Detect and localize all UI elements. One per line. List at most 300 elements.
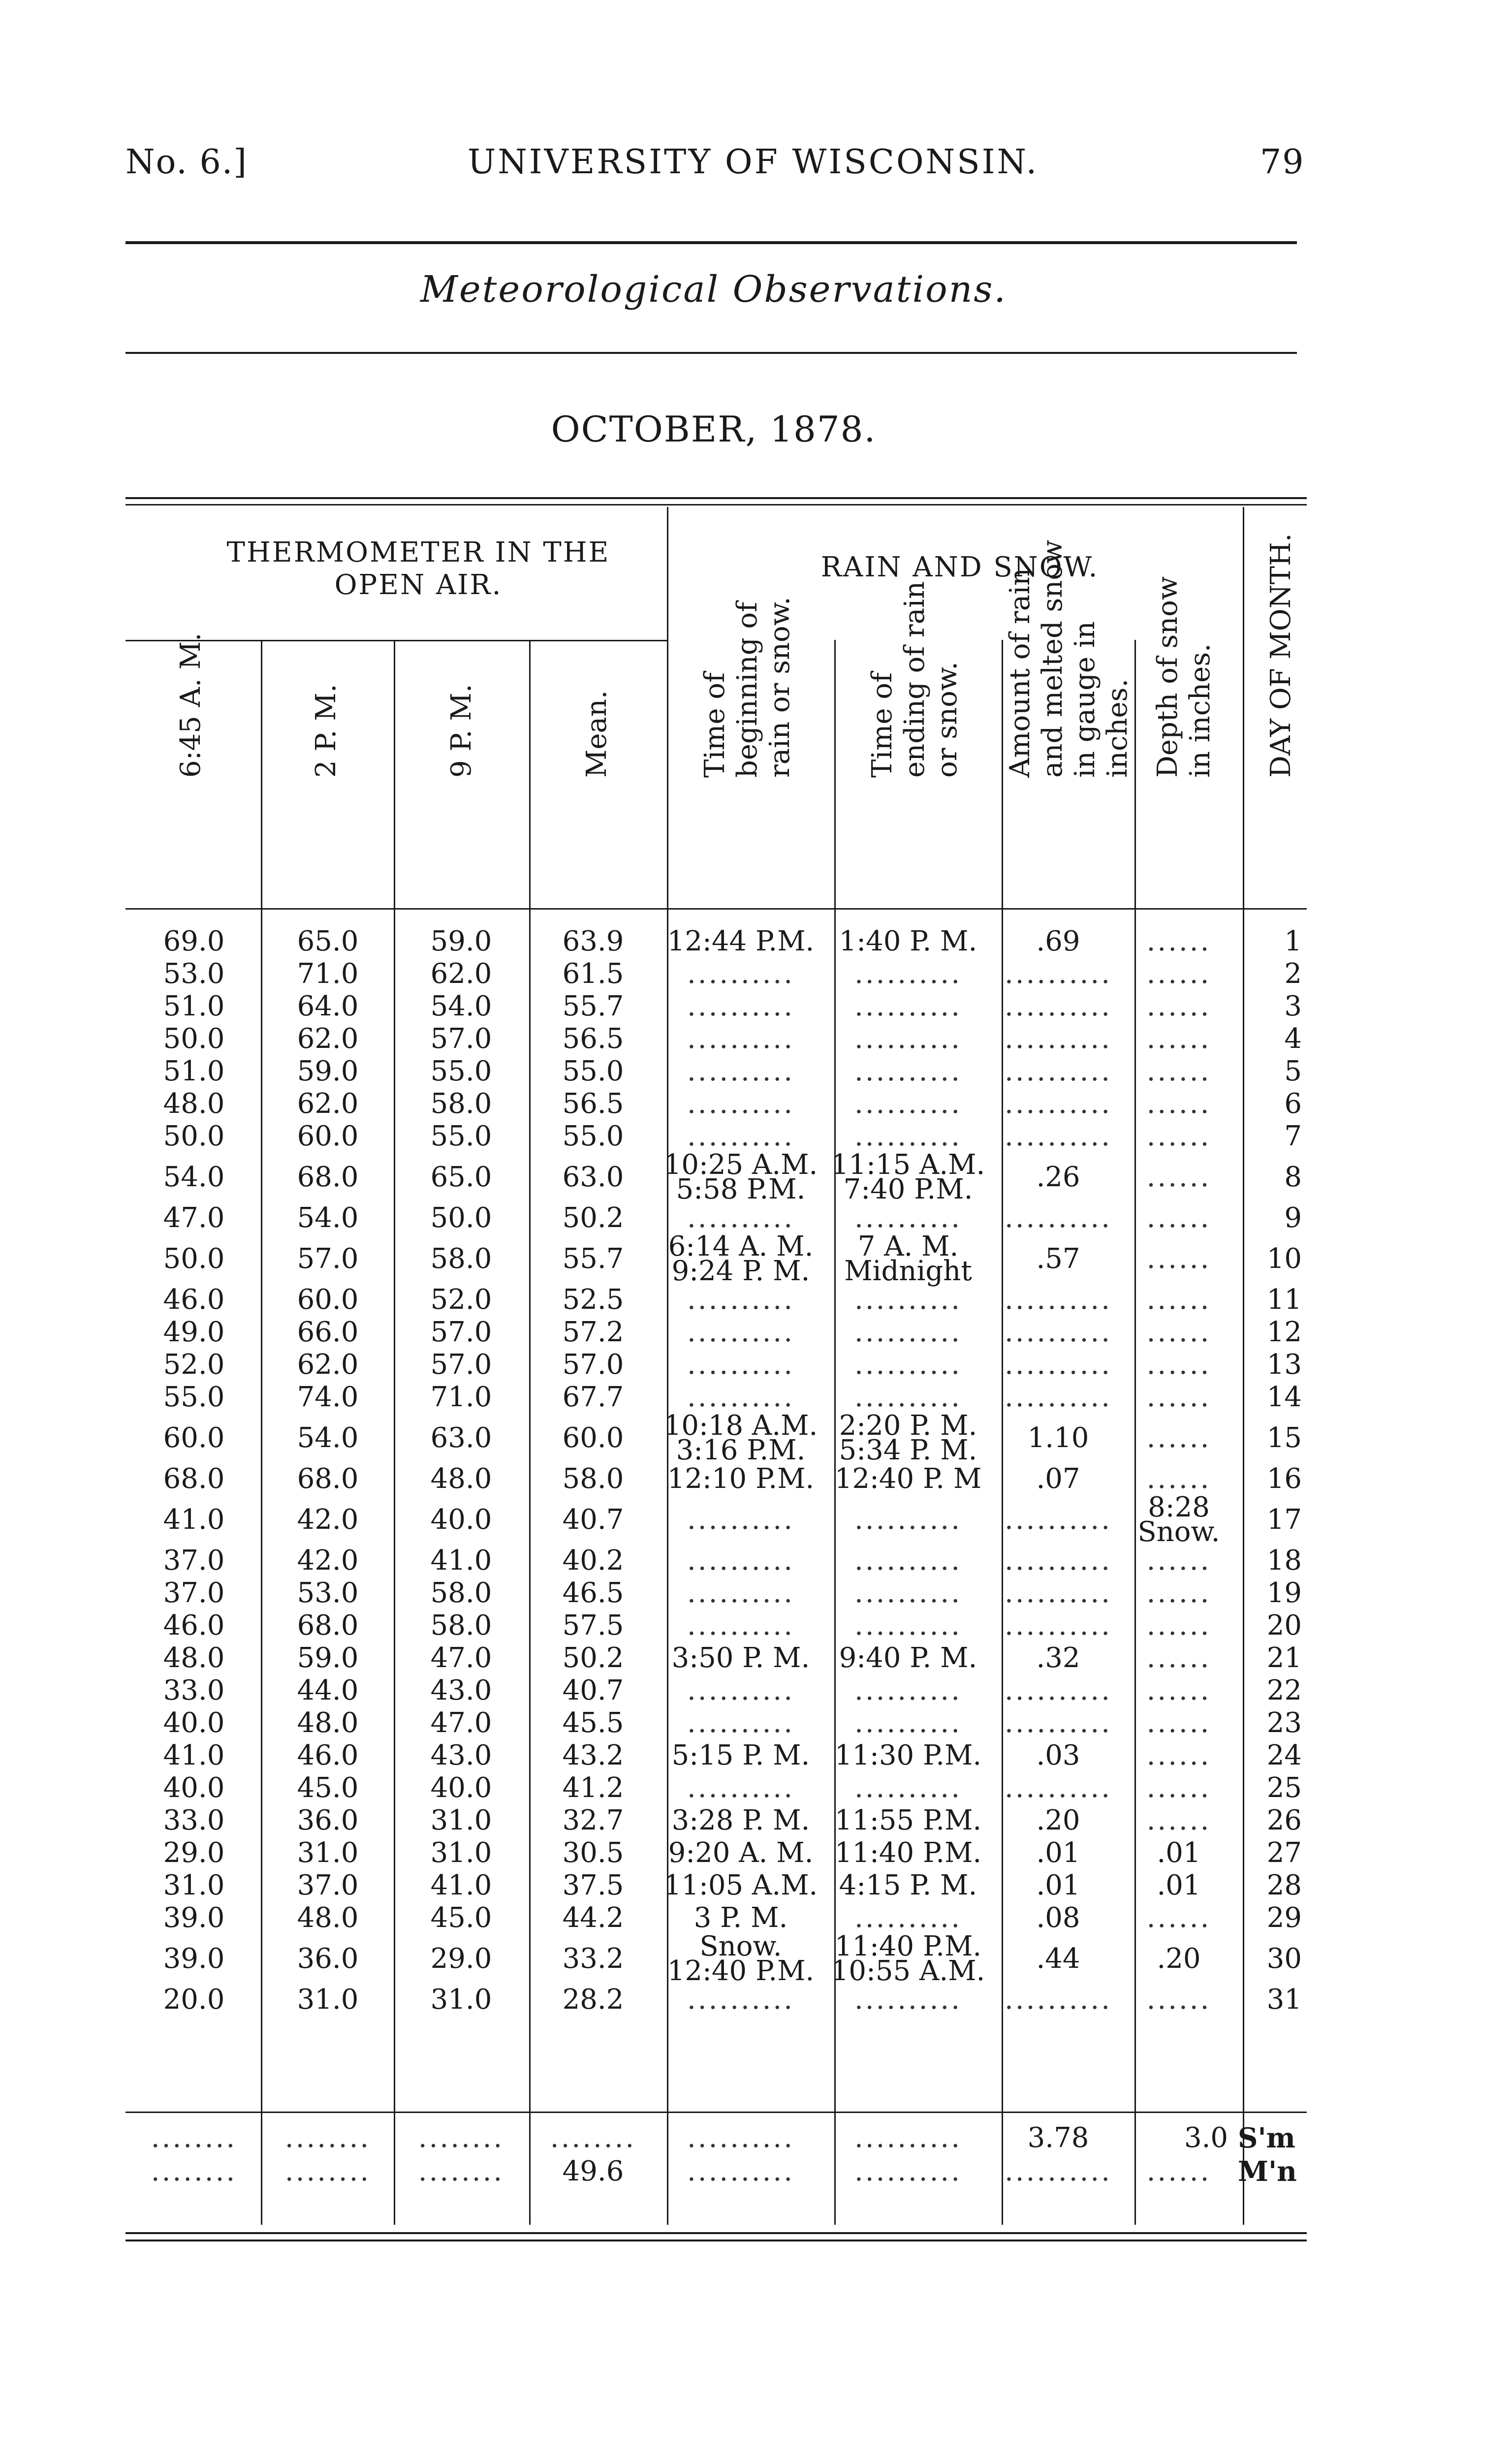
cell-day: 24 [1266,1739,1302,1771]
cell-9pm: 57.0 [430,1349,492,1381]
cell-mean: 55.7 [562,990,624,1022]
table-row [126,925,1302,958]
table-row [126,1202,1302,1234]
table-top-rule [126,497,1307,499]
cell-begin: .......... [687,1674,794,1706]
group-header-thermometer: THERMOMETER IN THE OPEN AIR. [226,536,610,601]
cell-end: .......... [854,990,962,1022]
cell-amount: .......... [1004,1381,1112,1413]
cell-day: 7 [1284,1120,1302,1152]
table-row [126,1772,1302,1804]
cell-9pm: 31.0 [430,1804,492,1836]
sum-9pm: ........ [418,2122,504,2154]
cell-645am: 37.0 [163,1545,225,1577]
cell-begin: 11:05 A.M. [663,1869,818,1901]
cell-begin: 3:50 P. M. [671,1642,810,1674]
cell-begin: .......... [687,1984,794,2016]
col-header-9pm: 9 P. M. [445,684,477,778]
cell-645am: 39.0 [163,1902,225,1934]
cell-begin: .......... [687,1381,794,1413]
header-bottom-rule [126,908,1307,910]
cell-mean: 37.5 [562,1869,624,1901]
running-title: UNIVERSITY OF WISCONSIN. [468,143,1039,182]
cell-2pm: 57.0 [297,1243,359,1275]
cell-2pm: 62.0 [297,1088,359,1120]
cell-depth: ...... [1146,1545,1211,1577]
cell-2pm: 68.0 [297,1161,359,1193]
cell-begin: .......... [687,1202,794,1234]
table-row [126,1934,1302,1984]
cell-end: 1:40 P. M. [839,925,977,957]
cell-2pm: 31.0 [297,1837,359,1869]
table-row [126,1316,1302,1349]
cell-day: 2 [1284,958,1302,990]
cell-depth: ...... [1146,958,1211,990]
cell-645am: 41.0 [163,1504,225,1536]
cell-begin: 9:20 A. M. [668,1837,814,1869]
issue-number: No. 6.] [126,143,248,182]
cell-amount: .......... [1004,1609,1112,1641]
cell-mean: 55.7 [562,1243,624,1275]
cell-mean: 40.7 [562,1504,624,1536]
cell-2pm: 59.0 [297,1055,359,1087]
cell-day: 3 [1284,990,1302,1022]
cell-depth: ...... [1146,1463,1211,1495]
cell-depth: ...... [1146,1023,1211,1055]
cell-end: .......... [854,1984,962,2016]
cell-depth: ...... [1146,1088,1211,1120]
cell-day: 14 [1266,1381,1302,1413]
mean-begin: .......... [687,2155,794,2187]
cell-end: .......... [854,1772,962,1804]
cell-end: .......... [854,1284,962,1316]
mean-label: M'n [1238,2155,1297,2188]
cell-day: 29 [1266,1902,1302,1934]
cell-end: .......... [854,1023,962,1055]
cell-day: 18 [1266,1545,1302,1577]
cell-depth: ...... [1146,1422,1211,1454]
cell-end: 11:30 P.M. [834,1739,982,1771]
cell-2pm: 36.0 [297,1943,359,1975]
cell-9pm: 57.0 [430,1316,492,1348]
cell-2pm: 53.0 [297,1577,359,1609]
cell-645am: 29.0 [163,1837,225,1869]
table-row [126,1088,1302,1120]
cell-2pm: 62.0 [297,1349,359,1381]
cell-9pm: 58.0 [430,1577,492,1609]
cell-2pm: 42.0 [297,1545,359,1577]
cell-amount: .......... [1004,1349,1112,1381]
cell-645am: 46.0 [163,1284,225,1316]
table-row [126,1234,1302,1284]
cell-begin: 10:25 A.M. 5:58 P.M. [663,1149,818,1205]
cell-amount: .08 [1036,1902,1080,1934]
table-row [126,1642,1302,1674]
cell-day: 30 [1266,1943,1302,1975]
cell-depth: ...... [1146,1642,1211,1674]
cell-amount: .......... [1004,1284,1112,1316]
cell-begin: .......... [687,1349,794,1381]
table-row [126,990,1302,1023]
cell-mean: 52.5 [562,1284,624,1316]
table-row [126,1902,1302,1934]
table-row [126,1545,1302,1577]
cell-645am: 50.0 [163,1120,225,1152]
cell-end: .......... [854,1055,962,1087]
cell-begin: .......... [687,1088,794,1120]
cell-depth: ...... [1146,1161,1211,1193]
cell-amount: .......... [1004,1504,1112,1536]
table-row [126,1577,1302,1609]
cell-9pm: 31.0 [430,1837,492,1869]
cell-day: 4 [1284,1023,1302,1055]
cell-mean: 50.2 [562,1642,624,1674]
cell-645am: 60.0 [163,1422,225,1454]
cell-mean: 67.7 [562,1381,624,1413]
mean-end: .......... [854,2155,962,2187]
cell-9pm: 52.0 [430,1284,492,1316]
cell-end: 11:40 P.M. [834,1837,982,1869]
cell-9pm: 71.0 [430,1381,492,1413]
cell-depth: ...... [1146,1577,1211,1609]
cell-mean: 40.2 [562,1545,624,1577]
table-row [126,1869,1302,1902]
cell-645am: 48.0 [163,1088,225,1120]
totals-rule [126,2112,1307,2113]
bottom-rule-2 [126,2240,1307,2241]
cell-depth: ...... [1146,1243,1211,1275]
table-row [126,1153,1302,1202]
cell-645am: 46.0 [163,1609,225,1641]
cell-645am: 40.0 [163,1707,225,1739]
cell-amount: .......... [1004,1545,1112,1577]
cell-9pm: 43.0 [430,1674,492,1706]
cell-depth: ...... [1146,1609,1211,1641]
cell-9pm: 58.0 [430,1088,492,1120]
cell-9pm: 41.0 [430,1869,492,1901]
cell-645am: 39.0 [163,1943,225,1975]
cell-2pm: 36.0 [297,1804,359,1836]
cell-depth: ...... [1146,1902,1211,1934]
cell-depth: ...... [1146,1202,1211,1234]
cell-2pm: 48.0 [297,1707,359,1739]
cell-9pm: 48.0 [430,1463,492,1495]
cell-645am: 52.0 [163,1349,225,1381]
cell-day: 22 [1266,1674,1302,1706]
cell-day: 25 [1266,1772,1302,1804]
cell-depth: ...... [1146,1674,1211,1706]
cell-645am: 68.0 [163,1463,225,1495]
cell-9pm: 47.0 [430,1707,492,1739]
mean-amount: .......... [1004,2155,1112,2187]
cell-end: .......... [854,1674,962,1706]
cell-begin: .......... [687,1545,794,1577]
cell-amount: .......... [1004,990,1112,1022]
cell-end: .......... [854,1707,962,1739]
cell-end: 9:40 P. M. [839,1642,977,1674]
cell-amount: .......... [1004,958,1112,990]
cell-day: 28 [1266,1869,1302,1901]
cell-amount: .......... [1004,1088,1112,1120]
cell-begin: 3:28 P. M. [671,1804,810,1836]
cell-end: 11:40 P.M. 10:55 A.M. [831,1930,985,1987]
cell-2pm: 59.0 [297,1642,359,1674]
cell-amount: .20 [1036,1804,1080,1836]
table-row [126,958,1302,990]
cell-mean: 56.5 [562,1023,624,1055]
cell-day: 19 [1266,1577,1302,1609]
cell-2pm: 60.0 [297,1120,359,1152]
col-header-depth: Depth of snow in inches. [1152,576,1216,778]
cell-9pm: 63.0 [430,1422,492,1454]
col-header-2pm: 2 P. M. [310,684,342,778]
cell-amount: .32 [1036,1642,1080,1674]
cell-begin: .......... [687,1316,794,1348]
cell-day: 26 [1266,1804,1302,1836]
mean-am: ........ [151,2155,237,2187]
cell-depth: ...... [1146,1349,1211,1381]
cell-day: 20 [1266,1609,1302,1641]
header-rule [126,241,1297,244]
cell-depth: ...... [1146,925,1211,957]
cell-depth: .01 [1157,1869,1201,1901]
col-header-645am: 6:45 A. M. [175,632,207,778]
cell-begin: 6:14 A. M. 9:24 P. M. [668,1230,814,1287]
table-row [126,1381,1302,1414]
cell-begin: .......... [687,1504,794,1536]
cell-mean: 40.7 [562,1674,624,1706]
cell-end: .......... [854,1349,962,1381]
cell-645am: 47.0 [163,1202,225,1234]
cell-2pm: 45.0 [297,1772,359,1804]
cell-645am: 50.0 [163,1243,225,1275]
cell-day: 13 [1266,1349,1302,1381]
cell-mean: 41.2 [562,1772,624,1804]
cell-mean: 57.2 [562,1316,624,1348]
cell-amount: .......... [1004,1984,1112,2016]
cell-end: 2:20 P. M. 5:34 P. M. [839,1410,977,1466]
cell-begin: .......... [687,1772,794,1804]
table-row [126,1463,1302,1495]
cell-depth: .20 [1157,1943,1201,1975]
page-subtitle: Meteorological Observations. [420,268,1007,311]
cell-end: .......... [854,1504,962,1536]
cell-9pm: 65.0 [430,1161,492,1193]
cell-645am: 51.0 [163,1055,225,1087]
subtitle-rule [126,352,1297,354]
mean-value: 49.6 [562,2155,624,2187]
cell-begin: 5:15 P. M. [671,1739,810,1771]
cell-2pm: 68.0 [297,1609,359,1641]
col-header-begin: Time of beginning of rain or snow. [699,597,796,778]
observations-table [126,925,1302,2016]
table-row [126,1707,1302,1739]
cell-9pm: 29.0 [430,1943,492,1975]
cell-645am: 53.0 [163,958,225,990]
cell-mean: 30.5 [562,1837,624,1869]
table-top-rule-2 [126,504,1307,505]
cell-9pm: 45.0 [430,1902,492,1934]
cell-mean: 32.7 [562,1804,624,1836]
col-header-mean: Mean. [581,690,613,778]
cell-end: .......... [854,1316,962,1348]
cell-depth: 8:28 Snow. [1137,1491,1220,1548]
cell-day: 12 [1266,1316,1302,1348]
cell-645am: 37.0 [163,1577,225,1609]
cell-mean: 44.2 [562,1902,624,1934]
cell-645am: 33.0 [163,1674,225,1706]
cell-9pm: 62.0 [430,958,492,990]
cell-mean: 28.2 [562,1984,624,2016]
cell-2pm: 48.0 [297,1902,359,1934]
cell-depth: ...... [1146,1055,1211,1087]
col-header-end: Time of ending of rain or snow. [866,581,963,778]
sum-label: S'm [1238,2122,1295,2154]
cell-amount: .......... [1004,1316,1112,1348]
cell-9pm: 43.0 [430,1739,492,1771]
cell-645am: 54.0 [163,1161,225,1193]
cell-645am: 20.0 [163,1984,225,2016]
cell-day: 31 [1266,1984,1302,2016]
cell-amount: .......... [1004,1772,1112,1804]
cell-mean: 60.0 [562,1422,624,1454]
cell-amount: .......... [1004,1577,1112,1609]
cell-begin: .......... [687,1120,794,1152]
cell-depth: ...... [1146,1804,1211,1836]
cell-end: 11:15 A.M. 7:40 P.M. [831,1149,985,1205]
sum-2pm: ........ [284,2122,371,2154]
cell-mean: 46.5 [562,1577,624,1609]
col-header-amount: Amount of rain and melted snow in gauge in inches. [1004,540,1134,778]
cell-end: .......... [854,1577,962,1609]
cell-end: .......... [854,1545,962,1577]
cell-day: 1 [1284,925,1302,957]
cell-depth: ...... [1146,1381,1211,1413]
cell-9pm: 50.0 [430,1202,492,1234]
cell-645am: 55.0 [163,1381,225,1413]
cell-begin: .......... [687,1284,794,1316]
month-heading: OCTOBER, 1878. [551,409,877,450]
sum-amount: 3.78 [1027,2122,1089,2154]
cell-end: .......... [854,1120,962,1152]
cell-9pm: 40.0 [430,1504,492,1536]
cell-day: 9 [1284,1202,1302,1234]
cell-depth: ...... [1146,1120,1211,1152]
cell-645am: 40.0 [163,1772,225,1804]
cell-amount: .69 [1036,925,1080,957]
totals-table [126,2121,1312,2188]
cell-mean: 33.2 [562,1943,624,1975]
cell-amount: .......... [1004,1055,1112,1087]
cell-amount: .......... [1004,1707,1112,1739]
cell-2pm: 31.0 [297,1984,359,2016]
cell-mean: 55.0 [562,1055,624,1087]
table-row [126,1495,1302,1545]
cell-day: 6 [1284,1088,1302,1120]
table-row [126,1023,1302,1055]
cell-mean: 63.0 [562,1161,624,1193]
cell-end: 12:40 P. M [834,1463,982,1495]
cell-2pm: 64.0 [297,990,359,1022]
cell-mean: 55.0 [562,1120,624,1152]
cell-begin: .......... [687,990,794,1022]
sum-end: .......... [854,2122,962,2154]
mean-depth: ...... [1146,2155,1211,2187]
cell-end: 4:15 P. M. [839,1869,977,1901]
cell-end: 11:55 P.M. [834,1804,982,1836]
cell-mean: 63.9 [562,925,624,957]
cell-645am: 41.0 [163,1739,225,1771]
cell-begin: .......... [687,1609,794,1641]
cell-end: 7 A. M. Midnight [844,1230,972,1287]
cell-depth: .01 [1157,1837,1201,1869]
cell-645am: 69.0 [163,925,225,957]
cell-end: .......... [854,958,962,990]
col-header-day: DAY OF MONTH. [1265,533,1297,778]
mean-2pm: ........ [284,2155,371,2187]
cell-9pm: 54.0 [430,990,492,1022]
cell-9pm: 59.0 [430,925,492,957]
cell-depth: ...... [1146,1707,1211,1739]
cell-mean: 50.2 [562,1202,624,1234]
cell-9pm: 55.0 [430,1055,492,1087]
cell-depth: ...... [1146,1772,1211,1804]
cell-9pm: 57.0 [430,1023,492,1055]
cell-645am: 51.0 [163,990,225,1022]
cell-mean: 61.5 [562,958,624,990]
sum-begin: .......... [687,2122,794,2154]
cell-amount: .44 [1036,1943,1080,1975]
table-row [126,1609,1302,1642]
cell-2pm: 74.0 [297,1381,359,1413]
cell-amount: .07 [1036,1463,1080,1495]
cell-begin: 3 P. M. [693,1902,788,1934]
cell-amount: .57 [1036,1243,1080,1275]
cell-mean: 43.2 [562,1739,624,1771]
cell-depth: ...... [1146,1984,1211,2016]
cell-2pm: 62.0 [297,1023,359,1055]
table-row [126,1674,1302,1707]
cell-day: 21 [1266,1642,1302,1674]
cell-day: 10 [1266,1243,1302,1275]
cell-day: 16 [1266,1463,1302,1495]
cell-2pm: 54.0 [297,1202,359,1234]
cell-begin: 12:44 P.M. [667,925,815,957]
sum-mean: ........ [550,2122,636,2154]
table-row [126,1739,1302,1772]
cell-begin: 12:10 P.M. [667,1463,815,1495]
cell-645am: 50.0 [163,1023,225,1055]
cell-2pm: 60.0 [297,1284,359,1316]
cell-amount: .01 [1036,1869,1080,1901]
totals-sum-row [126,2121,1312,2155]
cell-9pm: 58.0 [430,1609,492,1641]
cell-day: 27 [1266,1837,1302,1869]
cell-amount: .......... [1004,1023,1112,1055]
cell-begin: 10:18 A.M. 3:16 P.M. [663,1410,818,1466]
mean-9pm: ........ [418,2155,504,2187]
cell-day: 15 [1266,1422,1302,1454]
cell-645am: 31.0 [163,1869,225,1901]
cell-645am: 48.0 [163,1642,225,1674]
cell-645am: 49.0 [163,1316,225,1348]
cell-mean: 56.5 [562,1088,624,1120]
cell-depth: ...... [1146,1284,1211,1316]
cell-amount: .......... [1004,1202,1112,1234]
cell-begin: .......... [687,1707,794,1739]
cell-end: .......... [854,1088,962,1120]
cell-2pm: 42.0 [297,1504,359,1536]
